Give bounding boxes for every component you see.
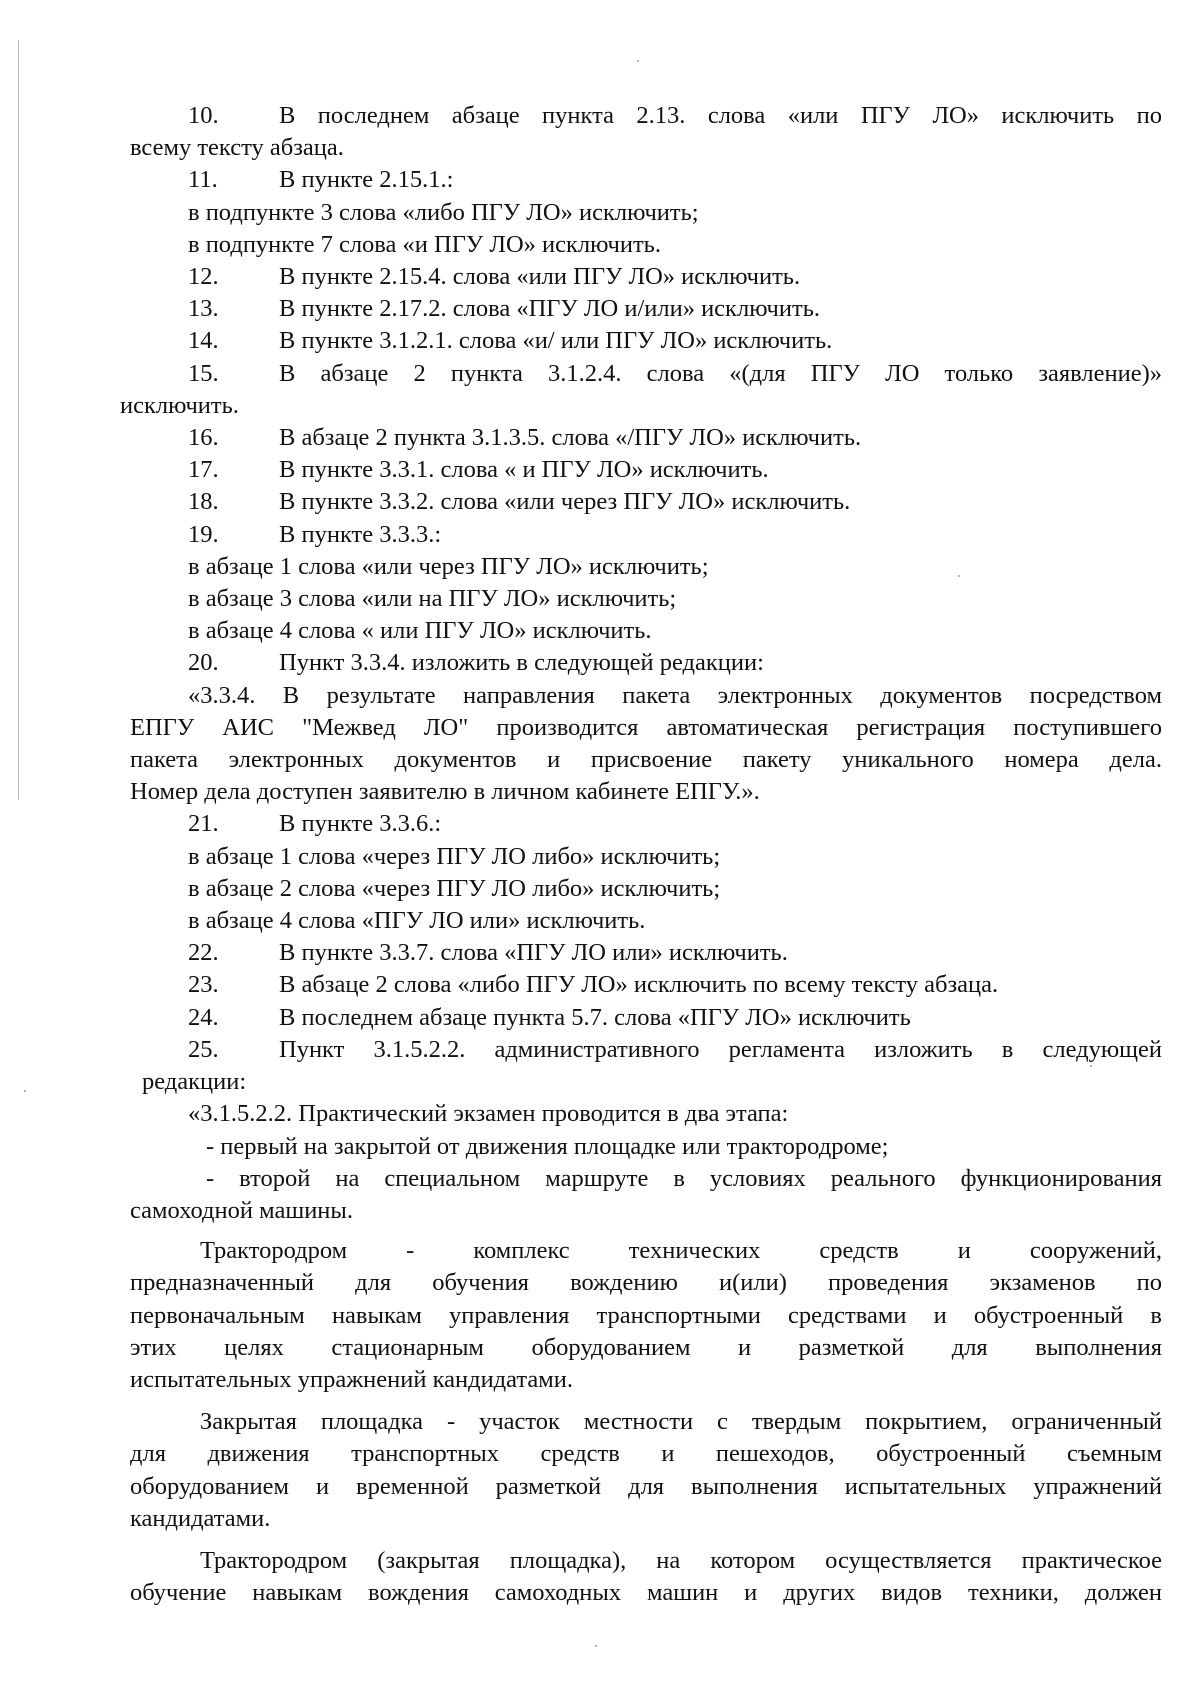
scan-speck [595,1645,597,1647]
item-16 [130,422,1162,454]
item-18 [130,486,1162,518]
item-text: Пункт 3.1.5.2.2. административного регламента изложить в следующей [279,1035,1162,1063]
item-text: В пункте 3.3.3.: [279,520,442,548]
item-text: В пункте 2.17.2. слова «ПГУ ЛО и/или» исключить. [279,295,820,323]
tractodrome-definition-line: первоначальным навыкам управления транспортными средствами и обустроенный в [130,1301,1162,1329]
closed-area-definition-line: для движения транспортных средств и пешеходов, обустроенный съемным [130,1440,1162,1468]
item-15 [130,358,1162,390]
item-24 [130,1002,1162,1034]
scan-speck [637,60,639,62]
training-paragraph-line: Трактородром (закрытая площадка), на котором осуществляется практическое [200,1546,1162,1574]
tractodrome-definition-line: предназначенный для обучения вождению и(или) проведения экзаменов по [130,1269,1162,1297]
item-25 [130,1034,1162,1066]
exam-stage-1: - первый на закрытой от движения площадке или трактородроме; [206,1132,889,1160]
sub-item: в абзаце 4 слова «ПГУ ЛО или» исключить. [188,907,646,935]
item-number: 22. [188,939,219,967]
exam-intro: «3.1.5.2.2. Практический экзамен проводится в два этапа: [188,1100,789,1128]
item-number: 23. [188,971,219,999]
item-14 [130,325,1162,357]
item-21 [130,808,1162,840]
sub-item: в абзаце 2 слова «через ПГУ ЛО либо» исключить; [188,874,721,902]
item-number: 10. [188,102,219,129]
closed-area-definition-line: Закрытая площадка - участок местности с твердым покрытием, ограниченный [200,1408,1162,1436]
item-text: В последнем абзаце пункта 2.13. слова «или ПГУ ЛО» исключить по [279,102,1162,129]
item-12 [130,261,1162,293]
item-number: 16. [188,424,219,452]
sub-item: в абзаце 1 слова «или через ПГУ ЛО» исключить; [188,552,709,580]
item-22 [130,937,1162,969]
tractodrome-definition-line: испытательных упражнений кандидатами. [130,1365,574,1393]
item-number: 18. [188,488,219,516]
sub-item: в абзаце 3 слова «или на ПГУ ЛО» исключить; [188,585,677,613]
item-number: 19. [188,520,219,548]
tractodrome-definition-line: Трактородром - комплекс технических средств и сооружений, [200,1237,1162,1265]
item-19 [130,519,1162,551]
item-text: В абзаце 2 слова «либо ПГУ ЛО» исключить по всему тексту абзаца. [279,971,999,999]
item-text: В пункте 3.3.2. слова «или через ПГУ ЛО» исключить. [279,488,851,516]
item-number: 12. [188,263,219,291]
item-number: 25. [188,1035,219,1063]
item-text: В пункте 2.15.4. слова «или ПГУ ЛО» исключить. [279,263,801,291]
item-text: В пункте 3.3.1. слова « и ПГУ ЛО» исключить. [279,456,769,484]
item-text: В пункте 2.15.1.: [279,166,454,194]
item-text: В пункте 3.3.7. слова «ПГУ ЛО или» исключить. [279,939,788,967]
item-number: 24. [188,1003,219,1031]
item-number: 20. [188,649,219,677]
item-15-continuation: исключить. [120,391,239,419]
quote-334-line: ЕПГУ АИС "Межвед ЛО" производится автоматическая регистрация поступившего [130,713,1162,741]
training-paragraph-line: обучение навыкам вождения самоходных машин и других видов техники, должен [130,1579,1162,1607]
item-13 [130,293,1162,325]
item-23 [130,969,1162,1001]
item-number: 15. [188,359,219,387]
item-number: 21. [188,810,219,838]
sub-item: в абзаце 1 слова «через ПГУ ЛО либо» исключить; [188,842,721,870]
item-text: В последнем абзаце пункта 5.7. слова «ПГУ ЛО» исключить [279,1003,911,1031]
item-17 [130,454,1162,486]
item-number: 17. [188,456,219,484]
item-text: В пункте 3.3.6.: [279,810,442,838]
closed-area-definition-line: кандидатами. [130,1504,271,1532]
item-20 [130,647,1162,679]
item-number: 14. [188,327,219,355]
tractodrome-definition-line: этих целях стационарным оборудованием и разметкой для выполнения [130,1333,1162,1361]
item-10 [130,100,1162,132]
closed-area-definition-line: оборудованием и временной разметкой для выполнения испытательных упражнений [130,1472,1162,1500]
item-11 [130,164,1162,196]
quote-334-line: Номер дела доступен заявителю в личном кабинете ЕПГУ.». [130,778,760,806]
quote-334-line: пакета электронных документов и присвоение пакету уникального номера дела. [130,746,1162,774]
sub-item: в абзаце 4 слова « или ПГУ ЛО» исключить. [188,617,652,645]
quote-334-line: «3.3.4. В результате направления пакета электронных документов посредством [188,681,1162,709]
item-25-continuation: редакции: [142,1068,247,1096]
exam-stage-2-continuation: самоходной машины. [130,1196,354,1224]
exam-stage-2: - второй на специальном маршруте в условиях реального функционирования [206,1164,1162,1192]
item-number: 11. [188,166,218,194]
sub-item: в подпункте 3 слова «либо ПГУ ЛО» исключить; [188,198,699,226]
scan-speck [24,1090,26,1092]
item-text: В абзаце 2 пункта 3.1.3.5. слова «/ПГУ ЛО» исключить. [279,424,862,452]
item-text: Пункт 3.3.4. изложить в следующей редакции: [279,649,764,677]
sub-item: в подпункте 7 слова «и ПГУ ЛО» исключить. [188,230,661,258]
scan-edge-line [18,40,19,800]
item-text: В абзаце 2 пункта 3.1.2.4. слова «(для ПГУ ЛО только заявление)» [279,359,1162,387]
item-number: 13. [188,295,219,323]
item-text: В пункте 3.1.2.1. слова «и/ или ПГУ ЛО» исключить. [279,327,833,355]
document-body [120,100,1162,1609]
item-10-continuation: всему тексту абзаца. [130,134,344,162]
